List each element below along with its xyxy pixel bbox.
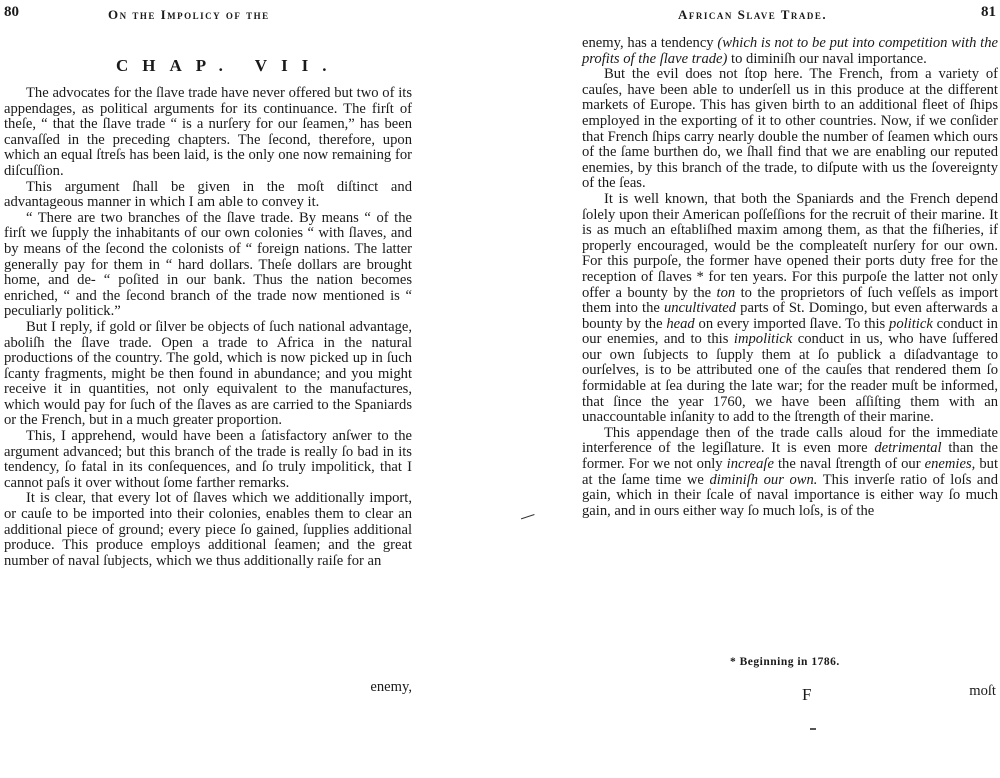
- italic-run: enemies,: [924, 456, 976, 473]
- paragraph: This argument ſhall be given in the moſt diſtinct and advantageous manner in which I am able to convey it.: [4, 178, 412, 211]
- paragraph-continued: [582, 36, 998, 67]
- catchword-right: moſt: [969, 683, 996, 699]
- signature-mark: F: [802, 685, 812, 704]
- italic-run: impolitick: [733, 331, 793, 348]
- italic-run: (which is not to be put into competition with the profits of the ſlave trade): [582, 35, 998, 67]
- paragraph: It is clear, that every lot of ſlaves which we additionally import, or cauſe to be imported into their colonies, enables them to clear an additional piece of ground; every piece ſo gained, ſupplies additional produce. This produce employs additional ſeamen; and the great number of naval ſubjects, which we thus additionally raiſe for an: [4, 490, 412, 569]
- paragraph-quote: “ There are two branches of the ſlave trade. By means “ of the firſt we ſupply the inhabitants of our own colonies “ with ſlaves, and by means of the ſecond the colonists of “ foreign nations. The latter generally pay for them in “ hard dollars. Theſe dollars are brought home, and de- “ poſited in our bank. Thus the nation becomes enriched, “ and the ſecond branch of the trade now mentioned is “ peculiarly politick.”: [4, 209, 412, 320]
- text-run: This inverſe ratio of loſs and gain, which in their ſcale of naval importance is either way ſo much gain, and in ours either way ſo much loſs, is of the: [582, 471, 998, 519]
- text-run: parts of St. Domingo, but even afterwards a bounty by the: [582, 300, 999, 332]
- stray-mark: [810, 728, 816, 730]
- paragraph: But I reply, if gold or ſilver be objects of ſuch national advantage, aboliſh the ſlave trade. Open a trade to Africa in the natural productions of the country. The gold, which is now picked up in ſuch ſcanty fragments, might be then found in abundance; and you might receive it in quantities, not only equivalent to the manufactures, which would pay for ſuch of the ſlaves as are carried to the Spaniards or the French, but in a much greater proportion.: [4, 318, 412, 429]
- italic-run: increaſe: [726, 456, 774, 473]
- running-head-title-right: African Slave Trade.: [678, 7, 828, 22]
- text-run: than the former. For we not only: [582, 440, 999, 473]
- italic-run: politick: [889, 315, 933, 332]
- chapter-heading: CHAP. VII.: [116, 56, 341, 75]
- text-run: the naval ſtrength of our: [777, 456, 921, 473]
- text-run: enemy, has a tendency: [582, 35, 714, 51]
- italic-run: head: [666, 315, 695, 332]
- footnote: * Beginning in 1786.: [730, 656, 840, 668]
- text-run: to the proprietors of ſuch veſſels as import them into the: [582, 284, 999, 317]
- paragraph: This, I apprehend, would have been a ſatisfactory anſwer to the argument advanced; but this branch of the trade is really ſo bad in its tendency, ſo fatal in its conſequences, and ſo truly impolitick, that I cannot paſs it over without ſome farther remarks.: [4, 428, 412, 491]
- text-run: It is well known, that both the Spaniards and the French depend ſolely upon their American poſſeſſions for the recruit of their marine. It is as much an eſtabliſhed maxim among them, as that the fiſheries, if properly encouraged, would be the compleateſt nurſery for our own. For this purpoſe, the former have opened their ports duty free for the reception of ſlaves * for ten years. For this purpoſe the latter not only offer a bounty by the: [582, 190, 998, 301]
- left-page-body: [4, 86, 412, 569]
- right-page: [578, 0, 1000, 778]
- right-page-body: [582, 36, 998, 519]
- text-run: to diminiſh our naval importance.: [731, 50, 927, 67]
- paragraph: [582, 426, 998, 520]
- left-page: [0, 0, 418, 778]
- text-run: but at the ſame time we: [582, 456, 998, 488]
- page-number-left: 80: [4, 4, 19, 20]
- running-head-left: [0, 4, 418, 24]
- italic-run: diminiſh our own.: [709, 471, 818, 488]
- gutter-mark: [521, 514, 537, 527]
- text-run: conduct in our enemies, and to this: [582, 315, 998, 348]
- catchword-left: enemy,: [370, 679, 412, 695]
- text-run: conduct in us, who have ſuffered our own ſubjects to ſupply them at ſo publick a diſadvantage to ourſelves, is to be attributed one of the cauſes that rendered them ſo formidable at ſea during the late war; for the reader muſt be informed, that ſince the year 1760, we have been aſſiſting them with an unaccountable inſanity to add to the ſtrength of their marine.: [582, 331, 998, 426]
- text-run: This appendage then of the trade calls aloud for the immediate interference of the legiſlature. It is even more: [582, 424, 998, 457]
- italic-run: ton: [716, 284, 736, 301]
- running-head-title-left: On the Impolicy of the: [108, 7, 270, 22]
- paragraph: The advocates for the ſlave trade have never offered but two of its appendages, as political arguments for its continuance. The firſt of theſe, “ that the ſlave trade “ is a nurſery for our ſeamen,” has been canvaſſed in the preceding chapters. The ſecond, therefore, upon which an equal ſtreſs has been laid, is the only one now remaining for diſcuſſion.: [4, 85, 412, 179]
- italic-run: detrimental: [874, 440, 942, 457]
- paragraph: But the evil does not ſtop here. The French, from a variety of cauſes, have been able to underſell us in this produce at the different markets of Europe. This has given birth to an additional fleet of ſhips employed in the exporting of it to other countries. Now, if we conſider that French ſhips carry nearly double the number of ſeamen which ours of the ſame burthen do, we ſhall find that we are enabling our reputed enemies, by this branch of the trade, to diſpute with us the ſovereignty of the ſeas.: [582, 66, 998, 192]
- italic-run: uncultivated: [663, 300, 737, 317]
- running-head-right: [578, 4, 1000, 24]
- text-run: on every imported ſlave. To this: [698, 315, 886, 332]
- page-number-right: 81: [981, 4, 996, 20]
- paragraph: [582, 192, 998, 426]
